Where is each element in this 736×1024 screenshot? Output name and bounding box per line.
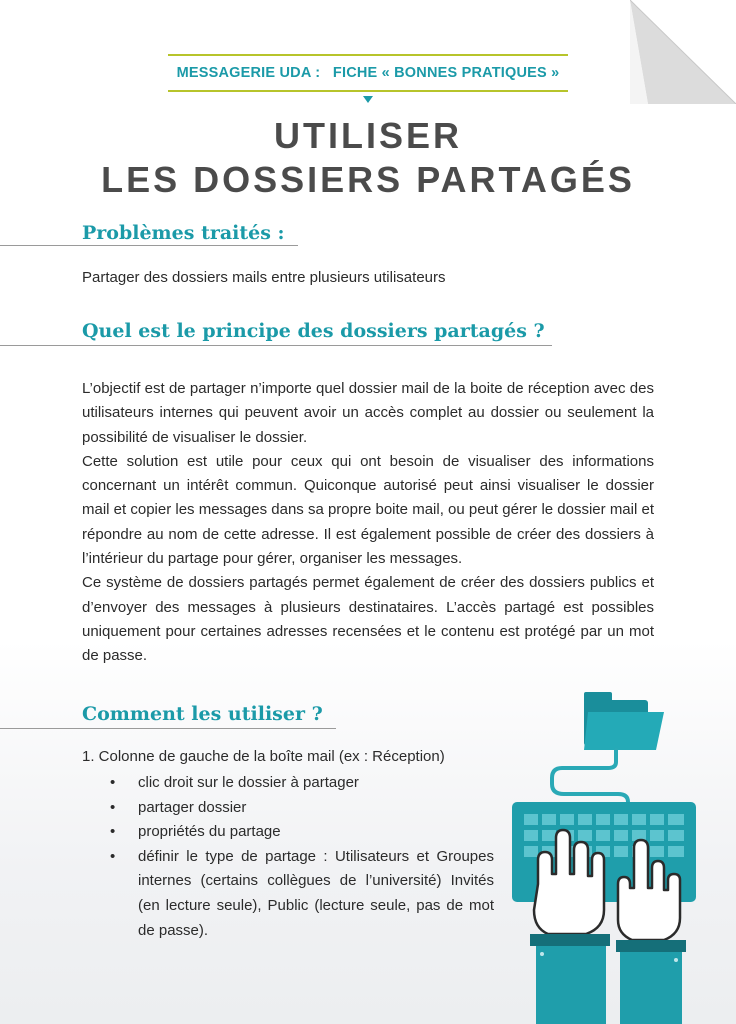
page-title — [0, 114, 736, 202]
usage-bullet-list — [82, 771, 494, 943]
principle-paragraph-2: Cette solution est utile pour ceux qui ont besoin de visualiser des informations concernant un intérêt commun. Quiconque autorisé peut ainsi visualiser le dossier mail et copier les messages dans sa propre boite mail, ou peut gérer le dossier mail et répondre au nom de cette adresse. Il est également possible de créer des dossiers à l’intérieur du partage pour gérer, organiser les messages. — [82, 452, 654, 568]
principle-paragraph-1: L’objectif est de partager n’importe quel dossier mail de la boite de réception avec des utilisateurs internes qui peuvent avoir un accès complet au dossier ou seulement la possibilité de visualiser le dossier. — [82, 380, 654, 446]
principle-body — [82, 377, 654, 669]
list-item: • clic droit sur le dossier à partager — [82, 771, 494, 796]
list-item: • définir le type de partage : Utilisateurs et Groupes internes (certains collègues de l’université) Invités (en lecture seule), Public (lecture seule, pas de mot de passe). — [82, 845, 494, 943]
section-heading-principle: Quel est le principe des dossiers partagés ? — [82, 320, 545, 342]
header-banner: MESSAGERIE UDA : FICHE « BONNES PRATIQUES » — [168, 54, 568, 92]
section-rule — [0, 245, 298, 246]
section-rule — [0, 345, 552, 346]
title-line-2: LES DOSSIERS PARTAGÉS — [101, 159, 635, 200]
principle-paragraph-3: Ce système de dossiers partagés permet également de créer des dossiers publics et d’envoyer des messages à plusieurs destinataires. L’accès partagé est possibles uniquement pour certaines adresses recensées et le contenu est protégé par un mot de passe. — [82, 574, 654, 665]
folder-icon — [584, 692, 664, 750]
list-item: • partager dossier — [82, 796, 494, 821]
title-line-1: UTILISER — [273, 115, 462, 156]
illustration — [500, 688, 736, 1024]
page-curl-icon — [630, 0, 736, 104]
banner-arrow-icon — [363, 96, 373, 103]
problems-text: Partager des dossiers mails entre plusieurs utilisateurs — [82, 269, 446, 286]
section-rule — [0, 728, 336, 729]
usage-step-1: 1. Colonne de gauche de la boîte mail (ex : Réception) — [82, 748, 445, 765]
section-heading-problems: Problèmes traités : — [82, 222, 285, 244]
list-item: • propriétés du partage — [82, 820, 494, 845]
section-heading-usage: Comment les utiliser ? — [82, 703, 323, 725]
